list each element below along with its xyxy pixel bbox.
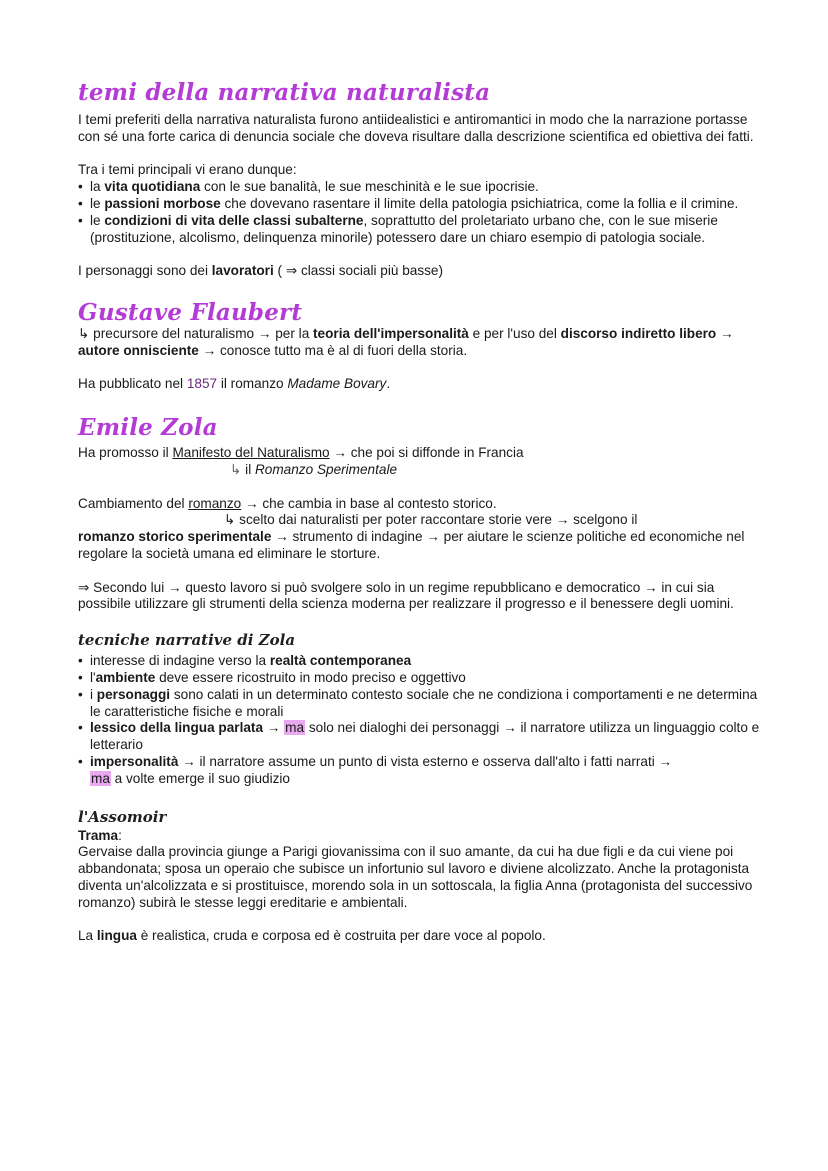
temi-list bbox=[78, 179, 768, 246]
list-item: • l'ambiente deve essere ricostruito in modo preciso e oggettivo bbox=[90, 670, 768, 687]
lingua-line: La lingua è realistica, cruda e corposa ed è costruita per dare voce al popolo. bbox=[78, 928, 546, 944]
section-title-flaubert: Gustave Flaubert bbox=[78, 298, 303, 326]
zola-romanzo-sperimentale: ↳ il Romanzo Sperimentale bbox=[230, 461, 398, 477]
trama-label: Trama: bbox=[78, 827, 122, 843]
list-item: • lessico della lingua parlata → ma solo nei dialoghi dei personaggi → il narratore utilizza un linguaggio colto e letterario bbox=[90, 720, 768, 754]
list-item: • le passioni morbose che dovevano rasentare il limite della patologia psichiatrica, come la follia e il crimine. bbox=[90, 196, 768, 213]
list-item: • interesse di indagine verso la realtà contemporanea bbox=[90, 653, 768, 670]
flaubert-desc: ↳ precursore del naturalismo → per la teoria dell'impersonalità e per l'uso del discorso indiretto libero → autore onnisciente → conosce tutto ma è al di fuori della storia. bbox=[78, 325, 734, 358]
temi-list-intro: Tra i temi principali vi erano dunque: bbox=[78, 162, 297, 178]
zola-secondo-lui: ⇒ Secondo lui → questo lavoro si può svolgere solo in un regime repubblicano e democratico → in cui sia possibile utilizzare gli strumenti della scienza moderna per realizzare il progresso e il benessere degli uomini. bbox=[78, 579, 734, 612]
list-item: • la vita quotidiana con le sue banalità, le sue meschinità e le sue ipocrisie. bbox=[90, 179, 768, 196]
personaggi-line: I personaggi sono dei lavoratori ( ⇒ classi sociali più basse) bbox=[78, 263, 444, 279]
zola-manifesto: Ha promosso il Manifesto del Naturalismo → che poi si diffonde in Francia bbox=[78, 445, 524, 461]
section-title-assomoir: l'Assomoir bbox=[78, 807, 167, 826]
temi-intro: I temi preferiti della narrativa naturalista furono antiidealistici e antiromantici in modo che la narrazione portasse con sé una forte carica di denuncia sociale che doveva risultare dalla descrizione scientifica ed obiettiva dei fatti. bbox=[78, 112, 754, 144]
zola-scelto: ↳ scelto dai naturalisti per poter raccontare storie vere → scelgono il bbox=[224, 512, 638, 528]
section-title-zola: Emile Zola bbox=[78, 414, 218, 442]
trama-text: Gervaise dalla provincia giunge a Parigi giovanissima con il suo amante, da cui ha due figli e da cui viene poi abbandonata; sposa un operaio che subisce un infortunio sul lavoro e diviene alcolizzato. Anche la protagonista diventa un'alcolizzata e si prostituisce, morendo sola in un sottoscala, la figlia Anna (protagonista del successivo romanzo) subirà le stesse leggi ereditarie e ambientali. bbox=[78, 844, 753, 910]
flaubert-pub: Ha pubblicato nel 1857 il romanzo Madame Bovary. bbox=[78, 376, 391, 392]
list-item: • i personaggi sono calati in un determinato contesto sociale che ne condiziona i comportamenti e ne determina le caratteristiche fisiche e morali bbox=[90, 687, 768, 721]
zola-cambiamento: Cambiamento del romanzo → che cambia in base al contesto storico. bbox=[78, 495, 497, 511]
list-item: • le condizioni di vita delle classi subalterne, soprattutto del proletariato urbano che, con le sue miserie (prostituzione, alcolismo, delinquenza minorile) potessero dare un chiaro esempio di patologia sociale. bbox=[90, 213, 768, 247]
highlight: ma bbox=[285, 720, 305, 736]
highlight: ma bbox=[91, 770, 110, 786]
tecniche-list bbox=[78, 653, 768, 787]
zola-romanzo-storico: romanzo storico sperimentale → strumento di indagine → per aiutare le scienze politiche ed economiche nel regolare la società umana ed eliminare le storture. bbox=[78, 529, 745, 561]
section-title-tecniche: tecniche narrative di Zola bbox=[78, 631, 296, 650]
section-title-temi: temi della narrativa naturalista bbox=[78, 79, 491, 106]
list-item: • impersonalità → il narratore assume un punto di vista esterno e osserva dall'alto i fatti narrati → ma a volte emerge il suo giudizio bbox=[90, 754, 768, 788]
